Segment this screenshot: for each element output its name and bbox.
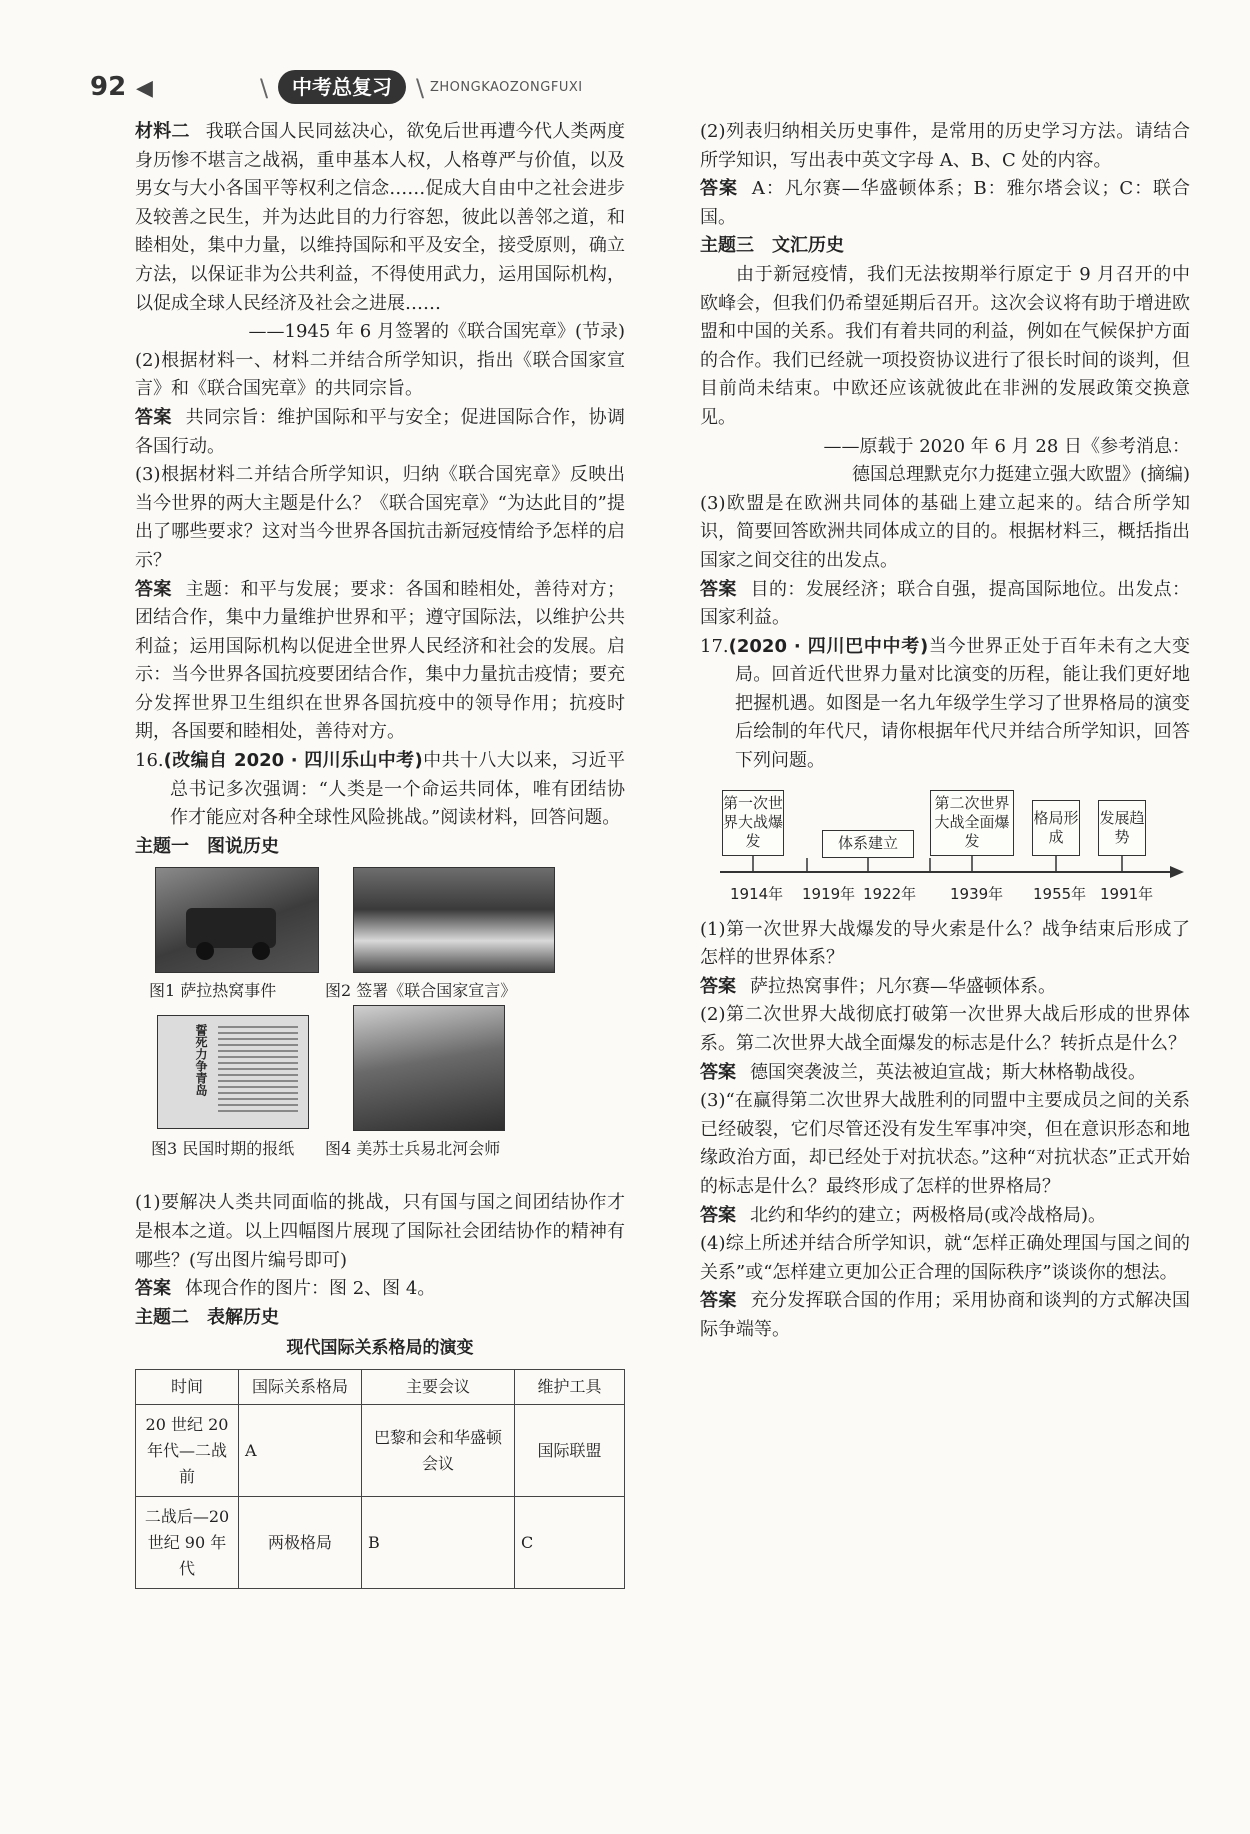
- slash-divider: \: [416, 74, 425, 102]
- question-16-source: (改编自 2020 · 四川乐山中考): [163, 750, 423, 772]
- answer-label: 答案: [700, 1061, 736, 1083]
- answer-2: [135, 404, 625, 461]
- timeline-box-pattern: 格局形成: [1032, 800, 1080, 856]
- question-17-number: 17.: [700, 635, 729, 657]
- material-3: 由于新冠疫情，我们无法按期举行原定于 9 月召开的中欧峰会，但我们仍希望延期后召开。这次会议将有助于增进欧盟和中国的关系。我们有着共同的利益，例如在气候保护方面的合作。我们已经就一项投资协议进行了很长时间的谈判，但目前尚未结束。中欧还应该就彼此在非洲的发展政策交换意见。: [700, 263, 1190, 428]
- question-16-3: (3)欧盟是在欧洲共同体的基础上建立起来的。结合所学知识，简要回答欧洲共同体成立的目的。根据材料三，概括指出国家之间交往的出发点。: [700, 492, 1190, 571]
- question-16-text: 中共十八大以来，习近平总书记多次强调：“人类是一个命运共同体，唯有团结协作才能应对各种全球性风险挑战。”阅读材料，回答问题。: [170, 750, 625, 829]
- book-title-pinyin: ZHONGKAOZONGFUXI: [430, 80, 583, 95]
- theme-2-heading: 主题二 表解历史: [135, 1306, 279, 1328]
- answer-16-2: [700, 175, 1190, 232]
- question-17-1: (1)第一次世界大战爆发的导火索是什么？战争结束后形成了怎样的世界体系？: [700, 918, 1190, 969]
- question-17-2: (2)第二次世界大战彻底打破第一次世界大战后形成的世界体系。第二次世界大战全面爆发的标志是什么？转折点是什么？: [700, 1004, 1190, 1055]
- answer-17-3: [700, 1202, 1190, 1231]
- newspaper-headline: 誓死力争青岛: [194, 1024, 208, 1097]
- table-cell: C: [515, 1497, 625, 1589]
- left-column: [135, 118, 625, 1589]
- timeline-diagram: [700, 782, 1190, 912]
- material-3-source-line2: 德国总理默克尔力挺建立强大欧盟》(摘编): [851, 464, 1190, 486]
- question-16-2: (2)列表归纳相关历史事件，是常用的历史学习方法。请结合所学知识，写出表中英文字母 A、B、C 处的内容。: [700, 121, 1190, 171]
- question-17-text: 当今世界正处于百年未有之大变局。回首近代世界力量对比演变的历程，能让我们更好地把握机遇。如图是一名九年级学生学习了世界格局的演变后绘制的年代尺，请你根据年代尺并结合所学知识，回答下列问题。: [735, 635, 1191, 772]
- page-number: 92: [90, 72, 127, 102]
- answer-16-1-text: 体现合作的图片：图 2、图 4。: [185, 1278, 436, 1300]
- material-2-text: 我联合国人民同兹决心，欲免后世再遭今代人类两度身历惨不堪言之战祸，重申基本人权，人格尊严与价值，以及男女与大小各国平等权利之信念……促成大自由中之社会进步及较善之民生，并为达此目的力行容恕，彼此以善邻之道，和睦相处，集中力量，以维持国际和平及安全，接受原则，确立方法，以保证非为公共利益，不得使用武力，运用国际机构，以促成全球人民经济及社会之进展……: [135, 121, 626, 314]
- question-3: (3)根据材料二并结合所学知识，归纳《联合国宪章》反映出当今世界的两大主题是什么？《联合国宪章》“为达此目的”提出了哪些要求？这对当今世界各国抗击新冠疫情给予怎样的启示？: [135, 464, 625, 571]
- theme-1-heading: 主题一 图说历史: [135, 835, 279, 857]
- figure-1-caption: 图1 萨拉热窝事件: [149, 981, 277, 1001]
- timeline-box-system: 体系建立: [822, 830, 914, 858]
- answer-17-2: [700, 1059, 1190, 1088]
- table-header: 维护工具: [515, 1370, 625, 1405]
- answer-label: 答案: [700, 1290, 737, 1312]
- figure-2-caption: 图2 签署《联合国家宣言》: [325, 981, 517, 1001]
- figure-3-caption: 图3 民国时期的报纸: [151, 1139, 295, 1159]
- figure-4-caption: 图4 美苏士兵易北河会师: [325, 1139, 501, 1159]
- timeline-year: 1922年: [863, 884, 917, 903]
- material-2: [135, 118, 625, 318]
- answer-17-2-text: 德国突袭波兰，英法被迫宣战；斯大林格勒战役。: [750, 1061, 1146, 1083]
- photo-elbe: [353, 1005, 505, 1131]
- question-16-1: (1)要解决人类共同面临的挑战，只有国与国之间团结协作才是根本之道。以上四幅图片展现了国际社会团结协作的精神有哪些？(写出图片编号即可): [135, 1192, 625, 1271]
- timeline-box-ww2: 第二次世界大战全面爆发: [930, 790, 1014, 856]
- theme-3-heading: 主题三 文汇历史: [700, 235, 844, 257]
- timeline-year: 1955年: [1033, 884, 1087, 903]
- question-17-source: (2020 · 四川巴中中考): [728, 635, 929, 657]
- answer-3: [135, 576, 625, 748]
- answer-label: 答案: [700, 178, 738, 200]
- answer-16-3-text: 目的：发展经济；联合自强，提高国际地位。出发点：国家利益。: [700, 578, 1190, 629]
- answer-label: 答案: [135, 578, 172, 600]
- right-column: [700, 118, 1190, 1345]
- material-2-source: ——1945 年 6 月签署的《联合国宪章》(节录): [248, 321, 625, 343]
- arrow-left-icon: ◀: [136, 76, 153, 101]
- answer-17-1: [700, 973, 1190, 1002]
- question-17: [700, 633, 1190, 776]
- timeline-box-ww1: 第一次世界大战爆发: [722, 790, 784, 856]
- book-title-badge: 中考总复习: [278, 70, 406, 104]
- answer-16-2-text: A：凡尔赛—华盛顿体系；B：雅尔塔会议；C：联合国。: [700, 178, 1191, 228]
- material-3-source-line1: ——原载于 2020 年 6 月 28 日《参考消息：: [823, 435, 1190, 457]
- table-title: 现代国际关系格局的演变: [286, 1338, 474, 1359]
- answer-16-3: [700, 576, 1190, 633]
- answer-17-1-text: 萨拉热窝事件；凡尔赛—华盛顿体系。: [750, 975, 1056, 997]
- timeline-year: 1914年: [730, 884, 784, 903]
- table-cell: 巴黎和会和华盛顿会议: [362, 1405, 515, 1497]
- slash-divider: \: [260, 74, 269, 102]
- answer-17-3-text: 北约和华约的建立；两极格局(或冷战格局)。: [750, 1204, 1107, 1226]
- question-17-3: (3)“在赢得第二次世界大战胜利的同盟中主要成员之间的关系已经破裂，它们尽管还没有发生军事冲突，但在意识形态和地缘政治方面，却已经处于对抗状态。”这种“对抗状态”正式开始的标志是什么？最终形成了怎样的世界格局？: [700, 1090, 1190, 1197]
- table-cell: 二战后—20 世纪 90 年代: [136, 1497, 239, 1589]
- answer-17-4-text: 充分发挥联合国的作用；采用协商和谈判的方式解决国际争端等。: [700, 1290, 1190, 1340]
- table-header: 时间: [136, 1370, 239, 1405]
- table-row: [136, 1497, 625, 1589]
- answer-17-4: [700, 1287, 1190, 1344]
- answer-label: 答案: [135, 406, 172, 428]
- timeline-box-trend: 发展趋势: [1098, 800, 1146, 856]
- table-cell: 国际联盟: [515, 1405, 625, 1497]
- table-row: [136, 1405, 625, 1497]
- timeline-year: 1919年: [802, 884, 856, 903]
- photo-declaration: [353, 867, 555, 973]
- timeline-year: 1991年: [1100, 884, 1154, 903]
- table-cell: A: [239, 1405, 362, 1497]
- answer-label: 答案: [700, 975, 736, 997]
- photo-grid: [135, 865, 625, 1187]
- question-16: [135, 747, 625, 833]
- timeline-year: 1939年: [950, 884, 1004, 903]
- answer-label: 答案: [135, 1278, 171, 1300]
- table-header: 国际关系格局: [239, 1370, 362, 1405]
- wheel-shape: [252, 942, 270, 960]
- page-header: [90, 70, 690, 110]
- wheel-shape: [196, 942, 214, 960]
- photo-newspaper: [157, 1015, 309, 1129]
- table-header: 主要会议: [362, 1370, 515, 1405]
- answer-2-text: 共同宗旨：维护国际和平与安全；促进国际合作，协调各国行动。: [135, 406, 625, 457]
- answer-label: 答案: [700, 1204, 736, 1226]
- answer-16-1: [135, 1275, 625, 1304]
- table-header-row: [136, 1370, 625, 1405]
- answer-label: 答案: [700, 578, 737, 600]
- relations-table: [135, 1369, 625, 1589]
- table-cell: 20 世纪 20 年代—二战前: [136, 1405, 239, 1497]
- newspaper-text-lines: [218, 1026, 298, 1116]
- table-cell: 两极格局: [239, 1497, 362, 1589]
- photo-sarajevo: [155, 867, 319, 973]
- table-cell: B: [362, 1497, 515, 1589]
- question-16-number: 16.: [135, 750, 164, 772]
- question-17-4: (4)综上所述并结合所学知识，就“怎样正确处理国与国之间的关系”或“怎样建立更加公正合理的国际秩序”谈谈你的想法。: [700, 1233, 1190, 1283]
- question-2: (2)根据材料一、材料二并结合所学知识，指出《联合国家宣言》和《联合国宪章》的共同宗旨。: [135, 349, 625, 400]
- answer-3-text: 主题：和平与发展；要求：各国和睦相处，善待对方；团结合作，集中力量维护世界和平；遵守国际法，以维护公共利益；运用国际机构以促进全世界人民经济和社会的发展。启示：当今世界各国抗疫要团结合作，集中力量抗击疫情；要充分发挥世界卫生组织在世界各国抗疫中的领导作用；抗疫时期，各国要和睦相处，善待对方。: [135, 578, 625, 743]
- material-2-label: 材料二: [135, 121, 190, 142]
